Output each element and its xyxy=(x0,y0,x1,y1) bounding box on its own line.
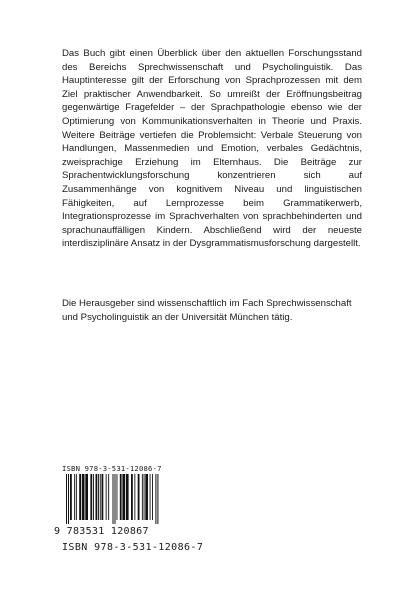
barcode-bar xyxy=(68,474,69,524)
isbn-small-label: ISBN 978-3-531-12086-7 xyxy=(62,464,162,473)
barcode-bar xyxy=(96,474,98,520)
barcode-bar xyxy=(134,474,135,520)
barcode-bar xyxy=(100,474,101,520)
barcode-bar xyxy=(66,474,67,524)
barcode-bar xyxy=(138,474,140,520)
barcode-bar xyxy=(102,474,104,520)
barcode-bar xyxy=(117,474,118,520)
barcode-bar xyxy=(93,474,94,520)
barcode-bar xyxy=(155,474,156,524)
barcode-bar xyxy=(144,474,145,520)
barcode-bar xyxy=(90,474,92,520)
barcode-bar xyxy=(70,474,72,520)
barcode-bar xyxy=(131,474,133,520)
barcode-bar xyxy=(76,474,77,520)
barcode-bar xyxy=(145,474,148,520)
barcode-bar xyxy=(79,474,81,520)
barcode-bar xyxy=(142,474,143,520)
barcode-image xyxy=(66,474,186,524)
barcode-bar xyxy=(98,474,99,520)
barcode-bar xyxy=(126,474,129,520)
barcode-bar xyxy=(106,474,107,520)
barcode-digits: 9 783531 120867 xyxy=(54,526,149,537)
barcode-bar xyxy=(157,474,158,524)
barcode-bar xyxy=(74,474,75,520)
barcode-bar xyxy=(152,474,153,520)
barcode-bar xyxy=(108,474,109,520)
barcode-bar xyxy=(82,474,85,520)
barcode-bar xyxy=(150,474,151,520)
barcode-bar xyxy=(85,474,88,520)
editors-note: Die Herausgeber sind wissenschaftlich im Fach Sprechwissenschaft und Psycholinguistik an der Universität München tätig. xyxy=(62,298,352,323)
blurb-paragraph: Das Buch gibt einen Überblick über den aktuellen Forschungsstand des Bereichs Sprechwissenschaft und Psycholinguistik. Das Hauptinteresse gilt der Erforschung von Sprachprozessen mit dem Ziel praktischer Anwendbarkeit. So umreißt der Eröffnungsbeitrag gegenwärtige Fragefelder – der Sprachpathologie ebenso wie der Optimierung von Kommunikationsverhalten in Theorie und Praxis. Weitere Beiträge vertiefen die Problemsicht: Verbale Steuerung von Handlungen, Massenmedien und Emotion, verbales Gedächtnis, zweisprachige Erziehung im Elternhaus. Die Beiträge zur Sprachentwicklungsforschung konzentrieren sich auf Zusammenhänge von kognitivem Niveau und linguistischen Fähigkeiten, auf Lernprozesse beim Grammatikerwerb, Integrationsprozesse im Sprachverhalten von sprachbehinderten und sprachunauffälligen Kindern. Abschließend wird der neueste interdisziplinäre Ansatz in der Dysgrammatismusforschung dargestellt. xyxy=(62,48,362,250)
barcode-bar xyxy=(122,474,125,520)
isbn-large-label: ISBN 978-3-531-12086-7 xyxy=(62,542,204,553)
barcode-bar xyxy=(120,474,122,520)
barcode-bar xyxy=(115,474,116,524)
barcode-bar xyxy=(113,474,114,524)
